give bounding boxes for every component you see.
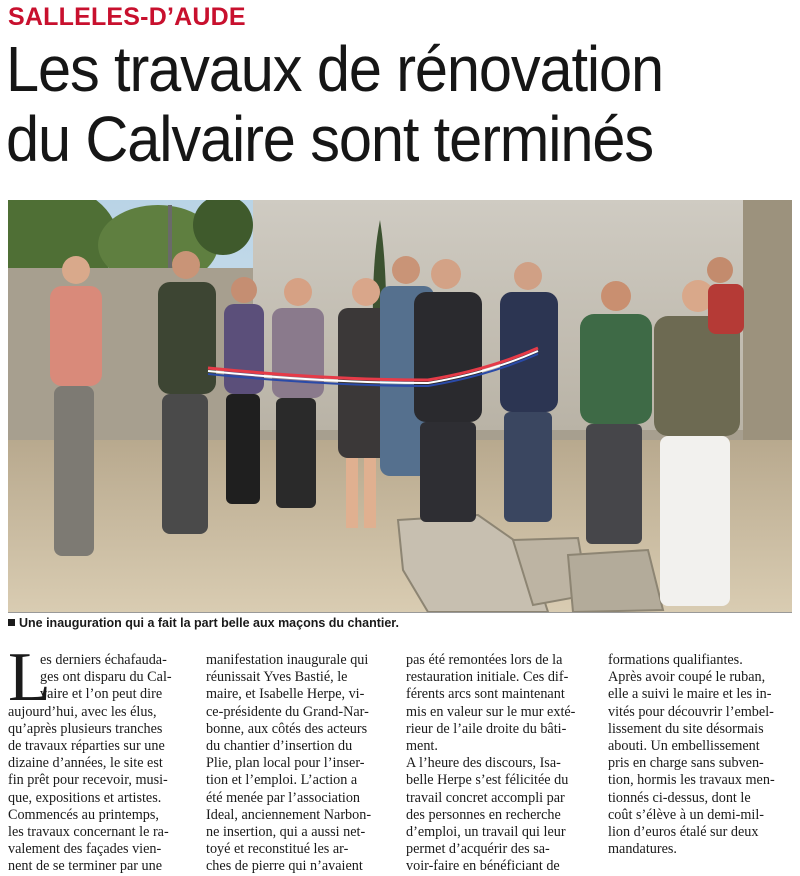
article-line: dizaine d’années, le site est <box>8 755 163 772</box>
headline-line-2: du Calvaire sont terminés <box>6 103 653 175</box>
article-line: été menée par l’association <box>206 789 361 806</box>
article-line: de travaux réparties sur une <box>8 738 165 755</box>
headline-line-1: Les travaux de rénovation <box>6 33 664 105</box>
article-line: des personnes en recherche <box>406 806 561 823</box>
article-line: travail concret accompli par <box>406 789 565 806</box>
article-line: Ideal, anciennement Narbon- <box>206 806 372 823</box>
article-line: férents arcs sont maintenant <box>406 686 565 703</box>
article-line: Commencés au printemps, <box>8 806 159 823</box>
caption-square-icon <box>8 619 15 626</box>
article-column-4 <box>608 652 796 858</box>
article-line: pas été remontées lors de la <box>406 652 563 668</box>
article-line: formations qualifiantes. <box>608 652 743 668</box>
article-line: aujourd’hui, avec les élus, <box>8 703 157 720</box>
article-line: A l’heure des discours, Isa- <box>406 755 561 772</box>
article-line: tion et l’emploi. L’action a <box>206 772 358 789</box>
caption-text: Une inauguration qui a fait la part belle aux maçons du chantier. <box>19 616 399 630</box>
article-line: vités pour découvrir l’embel- <box>608 703 774 720</box>
article-line: les travaux concernant le ra- <box>8 824 169 841</box>
article-line: que, expositions et artistes. <box>8 789 162 806</box>
article-line: pris en charge sans subven- <box>608 755 764 772</box>
drop-cap: L <box>8 639 51 716</box>
article-line: maire, et Isabelle Herpe, vi- <box>206 686 365 703</box>
article-column-2 <box>206 652 394 876</box>
section-kicker: SALLELES-D’AUDE <box>8 3 246 31</box>
article-line: es derniers échafauda- <box>40 652 167 668</box>
article-line: qu’après plusieurs tranches <box>8 720 163 737</box>
photo-caption <box>8 616 399 630</box>
article-line: valement des façades vien- <box>8 841 162 858</box>
article-line: tionnés ci-dessus, dont le <box>608 789 751 806</box>
article-line: permet d’acquérir des sa- <box>406 841 550 858</box>
article-line: Plie, plan local pour l’inser- <box>206 755 365 772</box>
article-photo <box>8 200 792 613</box>
article-line: ne insertion, qui a aussi net- <box>206 824 366 841</box>
article-line: ce-présidente du Grand-Nar- <box>206 703 369 720</box>
article-line: tion, hormis les travaux men- <box>608 772 775 789</box>
article-line: Après avoir coupé le ruban, <box>608 669 766 686</box>
article-line: restauration initiale. Ces dif- <box>406 669 569 686</box>
article-line: coût s’élève à un demi-mil- <box>608 806 765 823</box>
article-line: réunissait Yves Bastié, le <box>206 669 348 686</box>
article-line: voir-faire en bénéficiant de <box>406 858 560 875</box>
article-line: bonne, aux côtés des acteurs <box>206 720 368 737</box>
headline <box>6 34 741 174</box>
article-line: abouti. Un embellissement <box>608 738 760 755</box>
article-line: vaire et l’on peut dire <box>40 686 163 703</box>
article-line: lion d’euros étalé sur deux <box>608 824 759 841</box>
article-line: rieur de l’aile droite du bâti- <box>406 720 567 737</box>
article-line: fin prêt pour recevoir, musi- <box>8 772 168 789</box>
article-line: toyé et reconstitué les ar- <box>206 841 349 858</box>
article-line: du chantier d’insertion du <box>206 738 353 755</box>
article-line: d’emploi, un travail qui leur <box>406 824 566 841</box>
article-line: ches de pierre qui n’avaient <box>206 858 363 875</box>
article-line: mandatures. <box>608 841 677 858</box>
article-line: lissement du site désormais <box>608 720 764 737</box>
article-column-3 <box>406 652 594 876</box>
article-line: nent de se terminer par une <box>8 858 163 875</box>
article-line: ges ont disparu du Cal- <box>40 669 172 686</box>
article-line: mis en valeur sur le mur exté- <box>406 703 576 720</box>
article-line: manifestation inaugurale qui <box>206 652 369 668</box>
article-line: elle a suivi le maire et les in- <box>608 686 772 703</box>
article-line: belle Herpe s’est félicitée du <box>406 772 569 789</box>
article-column-1 <box>8 639 196 876</box>
article-line: ment. <box>406 738 438 755</box>
